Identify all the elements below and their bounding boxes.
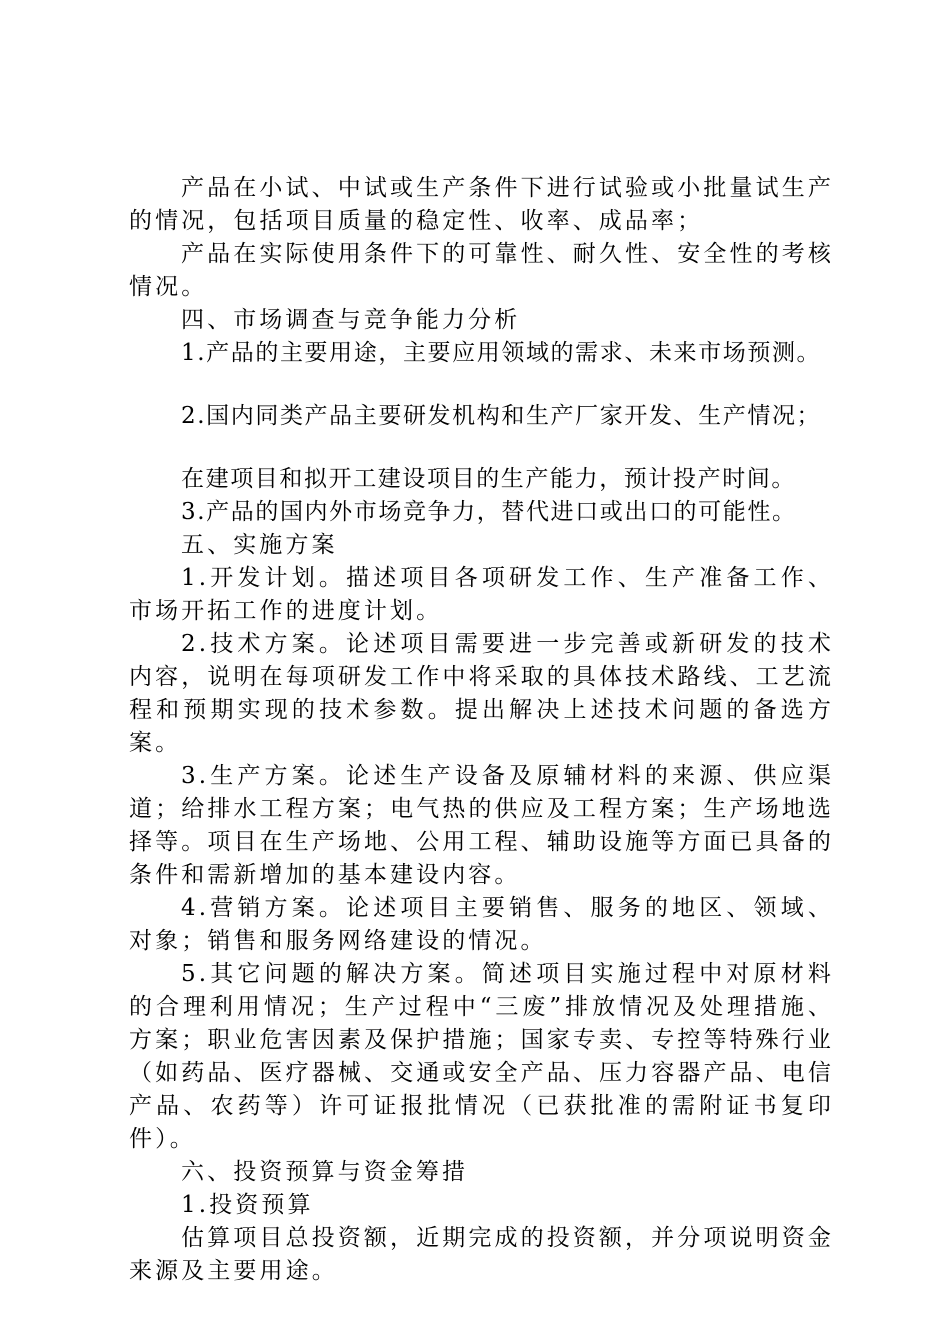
paragraph-trial-production: 产品在小试、中试或生产条件下进行试验或小批量试生产的情况，包括项目质量的稳定性、收率、成品率； xyxy=(129,175,834,234)
blank-line xyxy=(129,370,834,400)
section-heading-investment: 六、投资预算与资金筹措 xyxy=(181,1159,469,1185)
paragraph-capacity: 在建项目和拟开工建设项目的生产能力，预计投产时间。 xyxy=(181,466,796,492)
paragraph-reliability: 产品在实际使用条件下的可靠性、耐久性、安全性的考核情况。 xyxy=(129,241,834,300)
paragraph-marketing-plan: 4.营销方案。论述项目主要销售、服务的地区、领域、对象；销售和服务网络建设的情况。 xyxy=(129,895,834,954)
paragraph-competitiveness: 3.产品的国内外市场竞争力，替代进口或出口的可能性。 xyxy=(181,499,797,525)
section-heading-market: 四、市场调查与竞争能力分析 xyxy=(181,307,521,333)
paragraph-market-usage: 1.产品的主要用途，主要应用领域的需求、未来市场预测。 xyxy=(181,340,822,366)
paragraph-production-plan: 3.生产方案。论述生产设备及原辅材料的来源、供应渠道；给排水工程方案；电气热的供应及工程方案；生产场地选择等。项目在生产场地、公用工程、辅助设施等方面已具备的条件和需新增加的基本建设内容。 xyxy=(129,763,834,888)
document-body xyxy=(129,172,834,1288)
paragraph-domestic-competitors: 2.国内同类产品主要研发机构和生产厂家开发、生产情况； xyxy=(181,403,822,429)
subheading-investment-budget: 1.投资预算 xyxy=(181,1192,314,1218)
paragraph-investment-estimate: 估算项目总投资额，近期完成的投资额，并分项说明资金来源及主要用途。 xyxy=(129,1225,834,1284)
paragraph-other-issues: 5.其它问题的解决方案。简述项目实施过程中对原材料的合理利用情况；生产过程中“三废”排放情况及处理措施、方案；职业危害因素及保护措施；国家专卖、专控等特殊行业（如药品、医疗器械、交通或安全产品、压力容器产品、电信产品、农药等）许可证报批情况（已获批准的需附证书复印件）。 xyxy=(129,961,834,1152)
section-heading-implementation: 五、实施方案 xyxy=(181,532,338,558)
blank-line xyxy=(129,433,834,463)
paragraph-development-plan: 1.开发计划。描述项目各项研发工作、生产准备工作、市场开拓工作的进度计划。 xyxy=(129,565,834,624)
paragraph-technical-plan: 2.技术方案。论述项目需要进一步完善或新研发的技术内容，说明在每项研发工作中将采取的具体技术路线、工艺流程和预期实现的技术参数。提出解决上述技术问题的备选方案。 xyxy=(129,631,834,756)
